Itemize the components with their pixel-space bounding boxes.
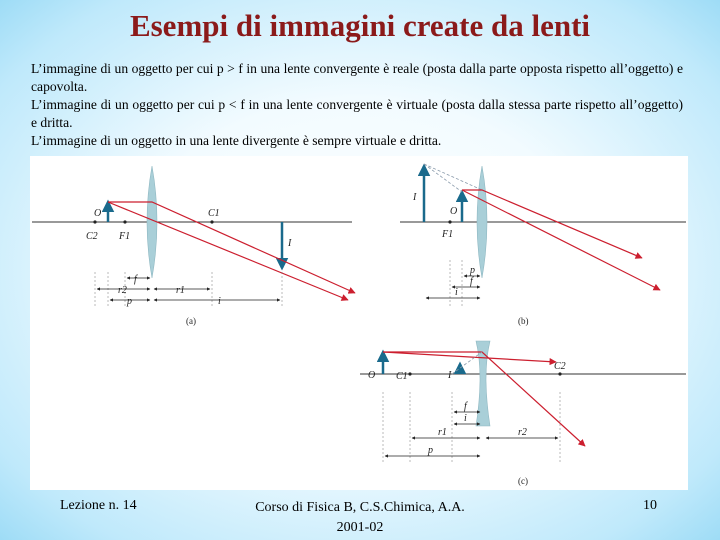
footer-course-line2: 2001-02 <box>336 520 384 535</box>
paragraph-diverging-lens: L’immagine di un oggetto in una lente divergente è sempre virtuale e dritta. <box>31 133 442 148</box>
label-i-b: i <box>455 287 458 298</box>
label-r2-a: r2 <box>118 285 127 296</box>
label-r2-c: r2 <box>518 427 527 438</box>
slide-title: Esempi di immagini create da lenti <box>129 8 591 43</box>
caption-b: (b) <box>518 316 529 326</box>
label-p-c: p <box>428 445 433 456</box>
paragraph-real-image: L’immagine di un oggetto per cui p > f in una lente convergente è reale (posta dalla parte opposta rispetto all’oggetto) e capovolta. <box>31 61 683 94</box>
footer-course-line1: Corso di Fisica B, C.S.Chimica, A.A. <box>255 500 465 515</box>
label-f1-b: F1 <box>442 229 454 240</box>
label-object-a: O <box>94 208 102 219</box>
label-c1-a: C1 <box>208 208 220 219</box>
label-f-b: f <box>470 276 473 287</box>
label-c1-c: C1 <box>396 371 408 382</box>
panel-a <box>32 166 355 326</box>
caption-a: (a) <box>186 316 196 326</box>
ray-parallel-b <box>462 190 642 258</box>
footer-lecture: Lezione n. 14 <box>60 498 137 513</box>
ray-parallel-c <box>383 352 556 362</box>
ray-center-b <box>462 190 660 290</box>
panel-c <box>360 341 686 486</box>
label-c2-c: C2 <box>554 361 566 372</box>
label-image-b: I <box>413 192 417 203</box>
label-r1-c: r1 <box>438 427 447 438</box>
footer-course <box>240 498 480 538</box>
panel-b <box>400 164 686 326</box>
label-f1-a: F1 <box>119 231 131 242</box>
paragraph-virtual-image: L’immagine di un oggetto per cui p < f in una lente convergente è virtuale (posta dalla stessa parte rispetto all’oggetto) e dritta. <box>31 97 683 130</box>
label-object-c: O <box>368 370 376 381</box>
label-f-c: f <box>464 401 467 412</box>
label-i-a: i <box>218 296 221 307</box>
converging-lens-b <box>477 166 487 278</box>
label-f-a: f <box>134 274 137 285</box>
label-r1-a: r1 <box>176 285 185 296</box>
ray-center-a <box>108 202 348 300</box>
lens-diagram-svg <box>30 156 688 490</box>
diverging-lens-c <box>476 341 490 426</box>
label-i-c: i <box>464 413 467 424</box>
label-c2-a: C2 <box>86 231 98 242</box>
caption-c: (c) <box>518 476 528 486</box>
label-image-c: I <box>448 370 452 381</box>
body-text <box>31 60 683 150</box>
label-p-a: p <box>127 296 132 307</box>
label-image-a: I <box>288 238 292 249</box>
label-p-b: p <box>470 265 475 276</box>
page-number: 10 <box>643 498 657 513</box>
ray-parallel-a <box>108 202 355 293</box>
label-object-b: O <box>450 206 458 217</box>
lens-diagram-figure <box>30 156 688 490</box>
